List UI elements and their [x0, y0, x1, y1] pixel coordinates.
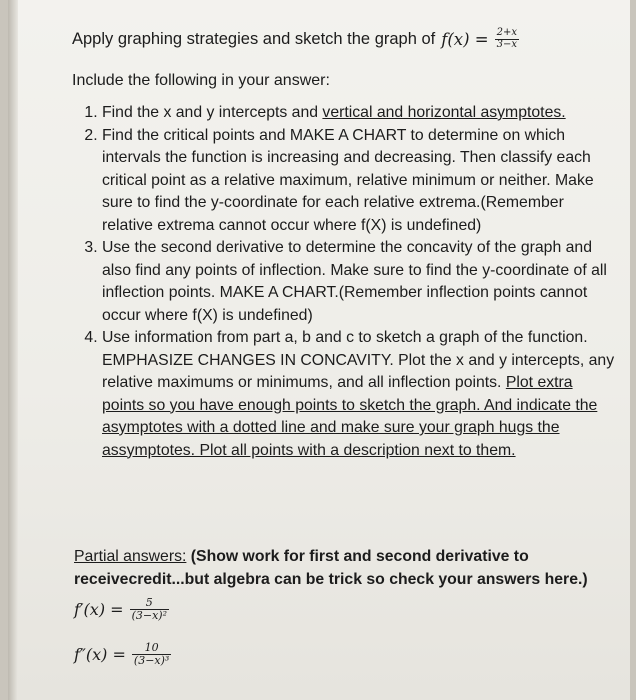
second-derivative-numerator: 10	[144, 641, 159, 654]
requirement-item	[102, 237, 617, 327]
requirement-item	[102, 125, 617, 238]
problem-prompt	[72, 28, 617, 50]
include-label: Include the following in your answer:	[72, 72, 330, 89]
prompt-text: Apply graphing strategies and sketch the graph of	[72, 29, 436, 48]
requirement-underlined-text-2: And indicate the asymptotes with a dotted line and make sure your graph hugs the assymptotes. Plot all points with a description next to them.	[102, 396, 598, 459]
first-derivative-fraction	[130, 597, 169, 621]
second-derivative-denominator: (3−x)³	[133, 653, 170, 667]
partial-instructions: (Show work for first and second derivative to receivecredit...but algebra can be trick so check your answers here.)	[74, 548, 588, 588]
requirement-item	[102, 327, 617, 462]
partial-label: Partial answers:	[74, 548, 187, 565]
first-derivative-numerator: 5	[145, 596, 153, 609]
requirements-list	[72, 102, 617, 462]
function-denominator: 3−x	[496, 38, 517, 50]
requirement-item	[102, 102, 617, 125]
first-derivative	[74, 597, 169, 621]
requirement-text: Use the second derivative to determine the concavity of the graph and also find any points of inflection. Make sure to find the y-coordinate of all inflection points. MAKE A CHART.(Remember inflection points cannot occur where f(X) is undefined)	[102, 239, 607, 324]
second-derivative-lhs: f″(x) =	[74, 644, 126, 664]
requirement-text: Use information from part a, b and c to sketch a graph of the function. EMPHASIZE CHANGES IN CONCAVITY. Plot the x and y intercepts, any relative maximums or minimums, and all inflection points.	[102, 329, 615, 391]
requirement-text: Find the critical points and MAKE A CHART to determine on which intervals the function is increasing and decreasing. Then classify each critical point as a relative maximum, relative minimum or neither. Make sure to find the y-coordinate for each relative extrema.(Remember relative extrema cannot occur where f(X) is undefined)	[102, 126, 594, 234]
requirement-underlined-text: vertical and horizontal asymptotes.	[322, 104, 566, 121]
function-fraction	[495, 28, 519, 50]
requirement-underlined-text: Plot extra points so you have enough points to sketch the graph.	[102, 374, 573, 414]
second-derivative	[74, 642, 171, 666]
first-derivative-denominator: (3−x)²	[131, 608, 167, 622]
requirement-text: Find the x and y intercepts and	[102, 104, 323, 121]
problem-content	[72, 28, 617, 462]
second-derivative-fraction	[132, 642, 171, 666]
function-numerator: 2+x	[496, 27, 517, 38]
page-fold-shadow	[8, 0, 18, 700]
first-derivative-lhs: f′(x) =	[74, 599, 124, 619]
partial-answers	[74, 546, 594, 591]
function-lhs: f(x) =	[441, 29, 489, 49]
